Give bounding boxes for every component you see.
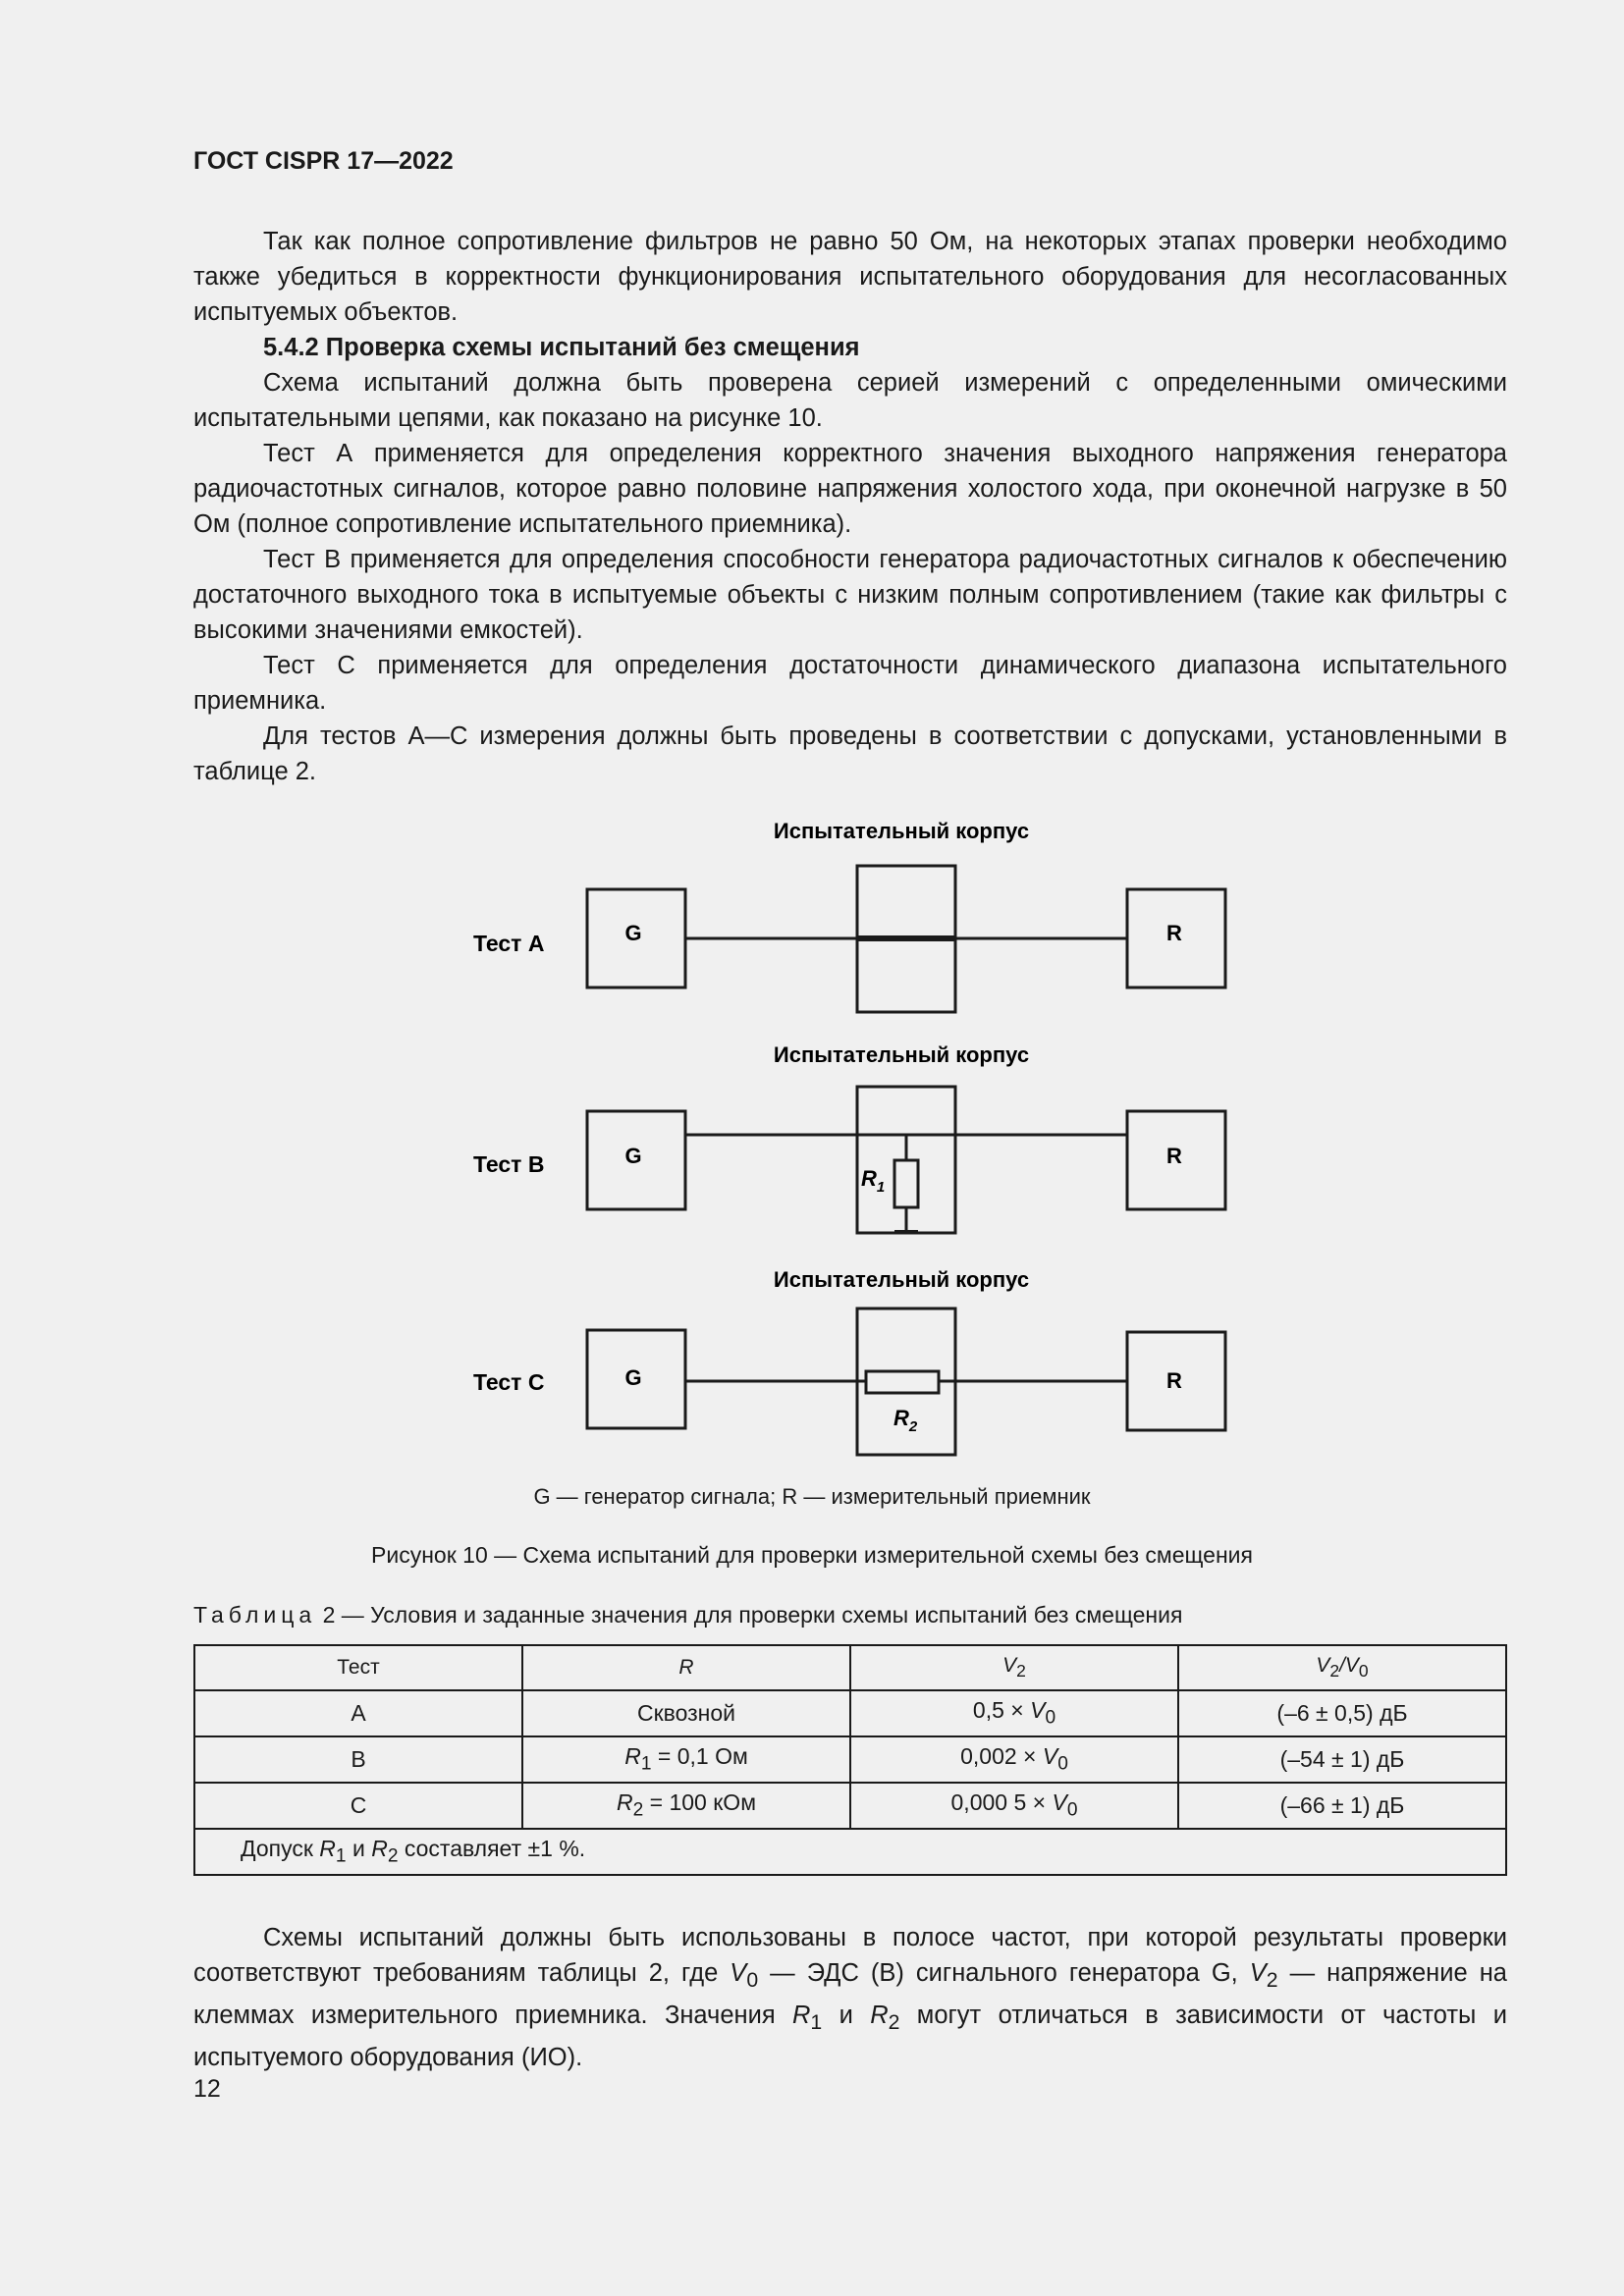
cell-v2: 0,000 $5 \times V_0$ (850, 1783, 1178, 1829)
generator-label-b: G (624, 1144, 642, 1168)
test-label-a: Тест А (473, 931, 545, 956)
resistor-r1-label: $R_1$ (861, 1166, 886, 1196)
figure-caption: Рисунок 10 — Схема испытаний для проверки измерительной схемы без смещения (371, 1542, 1253, 1568)
circuit-diagram (0, 805, 1624, 1512)
header-test: Тест (194, 1645, 522, 1690)
paragraph: Так как полное сопротивление фильтров не равно 50 Ом, на некоторых этапах проверки необходимо также убедиться в корректности функционирования испытательного оборудования для несогласованных испытуемых объектов. (193, 228, 1507, 326)
header-ratio: $V_2/V_0$ (1178, 1645, 1506, 1690)
cell-v2: $0,5 \times V_0$ (850, 1690, 1178, 1736)
receiver-label-b: R (1166, 1144, 1182, 1168)
generator-label-a: G (624, 921, 642, 945)
test-label-c: Тест С (473, 1369, 545, 1395)
test-label-b: Тест В (473, 1151, 545, 1177)
cell-ratio: (–66 ± 1) дБ (1178, 1783, 1506, 1829)
figure-10 (0, 805, 1624, 1512)
cell-ratio: (–6 ± 0,5) дБ (1178, 1690, 1506, 1736)
paragraph: Тест В применяется для определения способности генератора радиочастотных сигналов к обеспечению достаточного выходного тока в испытуемые объекты с низким полным сопротивлением (такие как фильтры с высокими значениями емкостей). (193, 546, 1507, 644)
table-row (194, 1690, 1506, 1736)
receiver-label-c: R (1166, 1368, 1182, 1393)
resistor-r2-label: $R_2$ (893, 1406, 918, 1435)
cell-r: $R_1 = 0,1$ Ом (522, 1736, 850, 1783)
header-v2: $V_2$ (850, 1645, 1178, 1690)
table-caption-prefix: Таблица (193, 1602, 317, 1628)
resistor-r2 (866, 1371, 939, 1393)
paragraph: Тест С применяется для определения достаточности динамического диапазона испытательного приемника. (193, 652, 1507, 715)
paragraph: Схема испытаний должна быть проверена серией измерений с определенными омическими испытательными цепями, как показано на рисунке 10. (193, 369, 1507, 432)
housing-label-a: Испытательный корпус (773, 819, 1030, 843)
table-row (194, 1736, 1506, 1783)
table-note: Допуск $R_1$ и $R_2$ составляет ±1 %. (194, 1829, 1506, 1875)
header-r: R (522, 1645, 850, 1690)
housing-label-c: Испытательный корпус (773, 1267, 1030, 1292)
cell-r: $R_2 = 100$ кОм (522, 1783, 850, 1829)
table-caption (193, 1602, 1182, 1629)
page-number: 12 (193, 2075, 221, 2103)
cell-v2: $0,002 \times V_0$ (850, 1736, 1178, 1783)
table-caption-text: 2 — Условия и заданные значения для проверки схемы испытаний без смещения (322, 1602, 1183, 1628)
table-note-row (194, 1829, 1506, 1875)
paragraph: Для тестов А—С измерения должны быть проведены в соответствии с допусками, установленными в таблице 2. (193, 722, 1507, 785)
paragraph: Схемы испытаний должны быть использованы в полосе частот, при которой результаты проверки соответствуют требованиям таблицы 2, где $V_0$ — ЭДС (B) сигнального генератора G, $V_2$ — напряжение на клеммах измерительного приемника. Значения $R_1$ и $R_2$ могут отличаться в зависимости от частоты и испытуемого оборудования (ИО). (193, 1924, 1507, 2072)
receiver-label-a: R (1166, 921, 1182, 945)
cell-test: C (194, 1783, 522, 1829)
housing-label-b: Испытательный корпус (773, 1042, 1030, 1067)
table-2 (193, 1644, 1507, 1876)
body-text-top (193, 224, 1507, 789)
table-row (194, 1783, 1506, 1829)
cell-ratio: (–54 ± 1) дБ (1178, 1736, 1506, 1783)
table-header-row (194, 1645, 1506, 1690)
resistor-r1 (894, 1160, 918, 1207)
paragraph: Тест А применяется для определения корректного значения выходного напряжения генератора радиочастотных сигналов, которое равно половине напряжения холостого хода, при оконечной нагрузке в 50 Ом (полное сопротивление испытательного приемника). (193, 440, 1507, 538)
cell-r: Сквозной (522, 1690, 850, 1736)
section-heading: 5.4.2 Проверка схемы испытаний без смещения (263, 334, 860, 361)
cell-test: B (194, 1736, 522, 1783)
cell-test: A (194, 1690, 522, 1736)
generator-label-c: G (624, 1365, 642, 1390)
document-header: ГОСТ CISPR 17—2022 (193, 147, 454, 175)
body-text-bottom (193, 1920, 1507, 2075)
figure-legend: G — генератор сигнала; R — измерительный приемник (533, 1484, 1091, 1509)
